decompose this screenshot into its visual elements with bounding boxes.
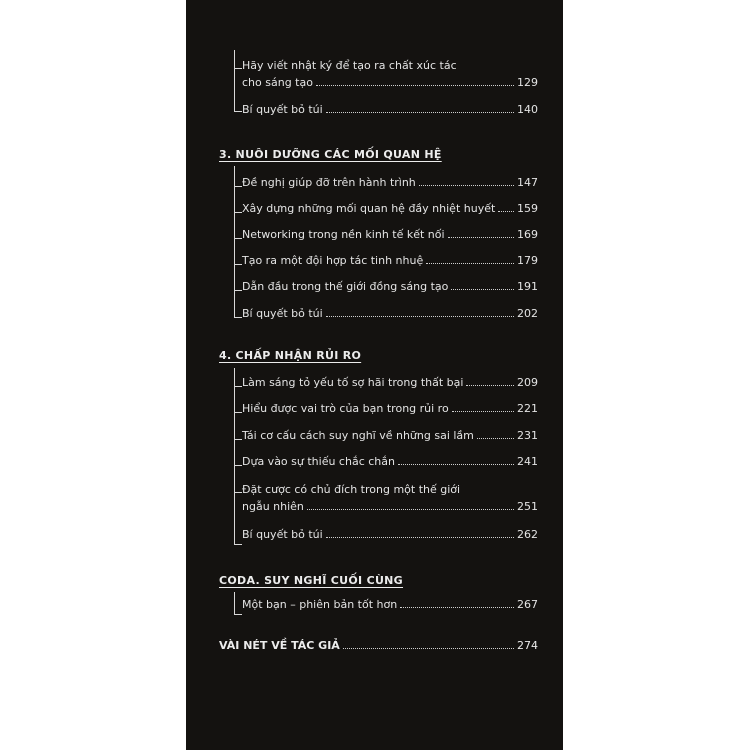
leader-dots	[326, 316, 514, 317]
leader-dots	[326, 112, 514, 113]
tree-line	[234, 368, 235, 544]
toc-entry-label: Bí quyết bỏ túi	[242, 307, 323, 320]
tree-branch	[234, 412, 242, 413]
tree-branch	[234, 439, 242, 440]
tree-branch	[234, 290, 242, 291]
leader-dots	[498, 211, 514, 212]
toc-entry-page: 169	[517, 228, 538, 241]
toc-entry-page: 191	[517, 280, 538, 293]
leader-dots	[466, 385, 514, 386]
leader-dots	[307, 509, 514, 510]
tree-branch	[234, 386, 242, 387]
toc-entry-page: 241	[517, 455, 538, 468]
toc-entry-label: Xây dựng những mối quan hệ đầy nhiệt huyết	[242, 202, 496, 215]
tree-branch	[234, 68, 242, 69]
toc-entry-label: Làm sáng tỏ yếu tố sợ hãi trong thất bại	[242, 376, 464, 389]
toc-entry-label: Dẫn đầu trong thế giới đồng sáng tạo	[242, 280, 449, 293]
tree-branch	[234, 492, 242, 493]
toc-entry	[242, 228, 538, 241]
toc-entry-page: 159	[517, 202, 538, 215]
toc-entry	[242, 528, 538, 541]
toc-entry	[242, 376, 538, 389]
toc-entry-page: 147	[517, 176, 538, 189]
toc-entry-label: Một bạn – phiên bản tốt hơn	[242, 598, 398, 611]
toc-entry-page: 140	[517, 103, 538, 116]
toc-entry	[242, 598, 538, 611]
toc-entry-page: 179	[517, 254, 538, 267]
tree-line	[234, 50, 235, 111]
toc-entry-page: 221	[517, 402, 538, 415]
toc-entry-page: 267	[517, 598, 538, 611]
tree-branch	[234, 212, 242, 213]
toc-entry-label: Bí quyết bỏ túi	[242, 103, 323, 116]
tree-branch	[234, 264, 242, 265]
tree-branch	[234, 238, 242, 239]
toc-entry-page: 209	[517, 376, 538, 389]
leader-dots	[316, 85, 514, 86]
toc-entry-label: Đề nghị giúp đỡ trên hành trình	[242, 176, 416, 189]
toc-entry	[242, 307, 538, 320]
leader-dots	[477, 438, 514, 439]
leader-dots	[448, 237, 514, 238]
toc-entry	[242, 103, 538, 116]
book-page	[186, 0, 563, 750]
toc-entry-label: Hiểu được vai trò của bạn trong rủi ro	[242, 402, 449, 415]
toc-entry-label: ngẫu nhiên	[242, 500, 304, 513]
toc-entry	[242, 455, 538, 468]
tree-branch	[234, 317, 242, 318]
leader-dots	[426, 263, 514, 264]
tree-branch	[234, 111, 242, 112]
leader-dots	[398, 464, 514, 465]
toc-entry	[242, 176, 538, 189]
leader-dots	[343, 648, 514, 649]
tree-line	[234, 166, 235, 317]
toc-entry-page: 251	[517, 500, 538, 513]
tree-branch	[234, 186, 242, 187]
toc-entry	[242, 254, 538, 267]
toc-final-page: 274	[517, 639, 538, 652]
leader-dots	[451, 289, 514, 290]
toc-entry	[242, 280, 538, 293]
leader-dots	[452, 411, 514, 412]
toc-entry-label: cho sáng tạo	[242, 76, 313, 89]
tree-branch	[234, 544, 242, 545]
toc-entry-label: Dựa vào sự thiếu chắc chắn	[242, 455, 395, 468]
tree-branch	[234, 614, 242, 615]
toc-entry-page: 129	[517, 76, 538, 89]
toc-entry-label: Tái cơ cấu cách suy nghĩ về những sai lầm	[242, 429, 474, 442]
toc-entry-page: 262	[517, 528, 538, 541]
toc-entry-label: Networking trong nền kinh tế kết nối	[242, 228, 445, 241]
toc-entry-line1: Đặt cược có chủ đích trong một thế giới	[242, 483, 461, 496]
leader-dots	[400, 607, 514, 608]
toc-entry-label: Bí quyết bỏ túi	[242, 528, 323, 541]
toc-entry	[242, 402, 538, 415]
leader-dots	[326, 537, 514, 538]
toc-final-entry	[219, 639, 538, 652]
toc-entry-label: Tạo ra một đội hợp tác tinh nhuệ	[242, 254, 424, 267]
section-title: 3. NUÔI DƯỠNG CÁC MỐI QUAN HỆ	[219, 148, 442, 161]
toc-entry-page: 202	[517, 307, 538, 320]
toc-entry	[242, 76, 538, 89]
toc-entry	[242, 202, 538, 215]
toc-entry	[242, 429, 538, 442]
section-title: 4. CHẤP NHẬN RỦI RO	[219, 349, 362, 362]
tree-line	[234, 592, 235, 614]
toc-entry	[242, 500, 538, 513]
leader-dots	[419, 185, 514, 186]
section-title: CODA. SUY NGHĨ CUỐI CÙNG	[219, 574, 404, 587]
toc-entry-page: 231	[517, 429, 538, 442]
toc-final-label: VÀI NÉT VỀ TÁC GIẢ	[219, 639, 340, 652]
tree-branch	[234, 465, 242, 466]
toc-entry-line1: Hãy viết nhật ký để tạo ra chất xúc tác	[242, 59, 457, 72]
